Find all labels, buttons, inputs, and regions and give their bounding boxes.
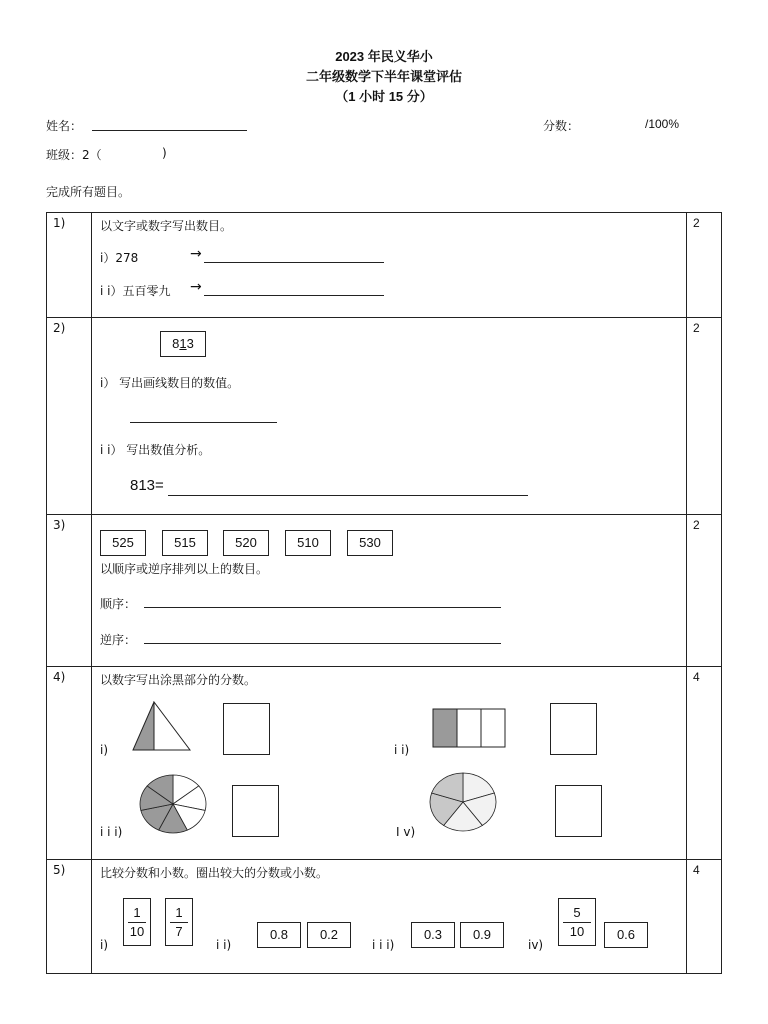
part-ii-label: i i）五百零九 [100,284,171,298]
number-box: 515 [162,530,208,556]
question-body [92,318,687,515]
question-mark: 2 [687,213,722,318]
answer-box[interactable] [232,785,279,837]
score-label: 分数： [543,119,580,133]
question-mark: 2 [687,515,722,667]
decimal-box[interactable]: 0.2 [307,922,351,948]
part-label: i) [100,743,109,757]
question-number: 1) [47,213,92,318]
question-text: 以文字或数字写出数目。 [100,219,233,233]
class-close: ) [162,146,167,160]
question-number: 5) [47,860,92,974]
question-number: 3) [47,515,92,667]
question-body [92,667,687,860]
question-number: 2) [47,318,92,515]
question-text: 比较分数和小数。圈出较大的分数或小数。 [100,866,329,880]
part-ii-text: i i） 写出数值分析。 [100,443,211,457]
decimal-box[interactable]: 0.3 [411,922,455,948]
question-number: 4) [47,667,92,860]
decimal-box[interactable]: 0.9 [460,922,504,948]
number-box: 530 [347,530,393,556]
question-row-1 [47,213,722,318]
number-box: 520 [223,530,269,556]
question-text: 以数字写出涂黑部分的分数。 [100,673,257,687]
part-i-text: i） 写出画线数目的数值。 [100,376,240,390]
name-label: 姓名： [46,119,83,133]
question-mark: 4 [687,667,722,860]
answer-line[interactable] [204,262,384,263]
decimal-box[interactable]: 0.6 [604,922,648,948]
answer-line[interactable] [130,422,277,423]
expression: 813= [130,477,164,494]
part-label: I v) [396,825,416,839]
part-label: i i) [216,938,232,952]
class-label: 班级：2（ [46,148,102,162]
part-label: i i i) [100,825,123,839]
answer-line[interactable] [144,643,501,644]
question-row-3 [47,515,722,667]
circle-iii-shape [138,773,208,835]
underlined-digit: 1 [179,336,187,351]
part-label: i i i) [372,938,395,952]
question-text: 以顺序或逆序排列以上的数目。 [100,562,269,576]
name-answer-line[interactable] [92,130,247,131]
circle-iv-shape [428,771,498,833]
fraction-box[interactable]: 1 10 [123,898,151,946]
answer-line[interactable] [168,495,528,496]
answer-line[interactable] [204,295,384,296]
number-box: 510 [285,530,331,556]
answer-box[interactable] [550,703,597,755]
score-total: /100% [645,117,680,131]
reverse-label: 逆序： [100,633,137,647]
part-label: i) [100,938,109,952]
decimal-box[interactable]: 0.8 [257,922,301,948]
part-label: i i) [394,743,410,757]
question-row-2 [47,318,722,515]
triangle-shape [132,701,194,753]
answer-line[interactable] [144,607,501,608]
number-box: 813 [160,331,206,357]
question-row-5 [47,860,722,974]
question-row-4 [47,667,722,860]
duration: （1 小时 15 分） [335,89,433,104]
question-body [92,213,687,318]
rectangle-shape [432,708,506,748]
instruction: 完成所有题目。 [46,185,131,199]
school-title: 2023 年民义华小 [335,49,433,64]
fraction-box[interactable]: 1 7 [165,898,193,946]
question-table [46,212,722,974]
order-label: 顺序： [100,597,137,611]
question-mark: 2 [687,318,722,515]
arrow-icon: → [190,246,202,262]
assessment-title: 二年级数学下半年课堂评估 [305,69,462,84]
answer-box[interactable] [555,785,602,837]
fraction-box[interactable]: 5 10 [558,898,596,946]
answer-box[interactable] [223,703,270,755]
question-body [92,860,687,974]
part-i-label: i）278 [100,251,139,265]
part-label: iv) [528,938,544,952]
number-box: 525 [100,530,146,556]
arrow-icon: → [190,279,202,295]
question-body [92,515,687,667]
question-mark: 4 [687,860,722,974]
